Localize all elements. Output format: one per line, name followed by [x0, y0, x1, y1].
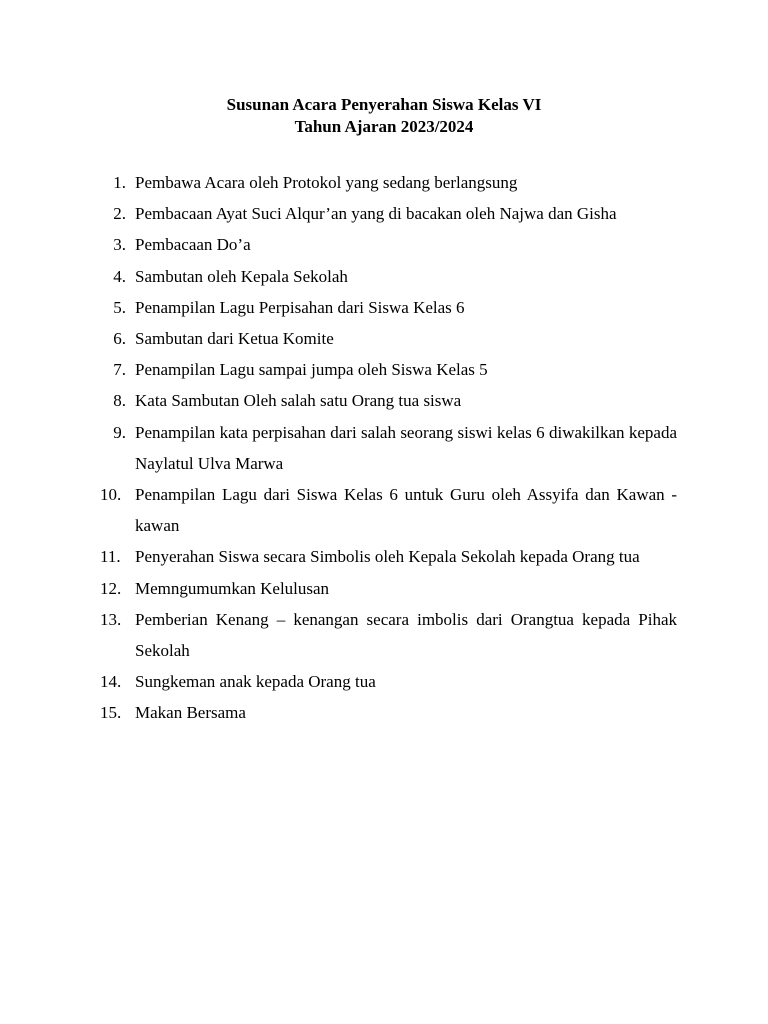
item-number: 13.	[100, 609, 122, 629]
item-text: Sungkeman anak kepada Orang tua	[135, 672, 376, 692]
agenda-item-3	[100, 229, 677, 260]
item-number: 7.	[113, 360, 126, 380]
item-text: Pembawa Acara oleh Protokol yang sedang berlangsung	[135, 173, 518, 192]
agenda-item-5	[100, 292, 677, 323]
agenda-item-12	[100, 573, 677, 604]
item-number: 11.	[100, 547, 121, 567]
item-number: 4.	[113, 266, 126, 286]
item-text: Memngumumkan Kelulusan	[135, 578, 330, 598]
agenda-item-2	[100, 198, 677, 229]
item-text: Makan Bersama	[135, 703, 246, 723]
item-number: 1.	[113, 173, 126, 192]
agenda-item-6	[100, 323, 677, 354]
agenda-item-1	[100, 167, 677, 198]
item-text: Pemberian Kenang – kenangan secara imbolis dari Orangtua kepada Pihak Sekolah	[135, 609, 677, 661]
agenda-item-4	[100, 261, 677, 292]
item-text: Penampilan Lagu sampai jumpa oleh Siswa Kelas 5	[135, 360, 488, 380]
item-text: Penampilan Lagu dari Siswa Kelas 6 untuk Guru oleh Assyifa dan Kawan - kawan	[135, 485, 677, 536]
item-number: 14.	[100, 672, 122, 692]
agenda-item-11	[100, 541, 677, 572]
item-number: 3.	[113, 235, 126, 255]
agenda-item-7	[100, 354, 677, 385]
agenda-item-9	[100, 417, 677, 479]
item-text: Penampilan Lagu Perpisahan dari Siswa Kelas 6	[135, 297, 465, 317]
item-text: Sambutan dari Ketua Komite	[135, 329, 334, 349]
item-text: Penampilan kata perpisahan dari salah seorang siswi kelas 6 diwakilkan kepada Naylatul Ulva Marwa	[135, 422, 677, 473]
item-text: Penyerahan Siswa secara Simbolis oleh Kepala Sekolah kepada Orang tua	[135, 547, 640, 567]
agenda-item-8	[100, 385, 677, 416]
agenda-item-15	[100, 697, 677, 728]
item-text: Pembacaan Ayat Suci Alqur’an yang di bacakan oleh Najwa dan Gisha	[135, 204, 617, 224]
item-number: 10.	[100, 485, 122, 505]
agenda-item-13	[100, 604, 677, 666]
item-number: 12.	[100, 578, 122, 598]
agenda-item-10	[100, 479, 677, 541]
agenda-list	[100, 167, 677, 729]
item-number: 6.	[113, 329, 126, 349]
item-text: Pembacaan Do’a	[135, 235, 251, 255]
item-text: Sambutan oleh Kepala Sekolah	[135, 266, 348, 286]
document-subtitle: Tahun Ajaran 2023/2024	[294, 117, 474, 136]
item-text: Kata Sambutan Oleh salah satu Orang tua siswa	[135, 391, 462, 411]
item-number: 8.	[113, 391, 126, 411]
agenda-item-14	[100, 666, 677, 697]
item-number: 5.	[113, 297, 126, 317]
item-number: 9.	[113, 422, 126, 442]
item-number: 15.	[100, 703, 122, 723]
document-title: Susunan Acara Penyerahan Siswa Kelas VI	[226, 95, 542, 114]
item-number: 2.	[113, 204, 126, 224]
